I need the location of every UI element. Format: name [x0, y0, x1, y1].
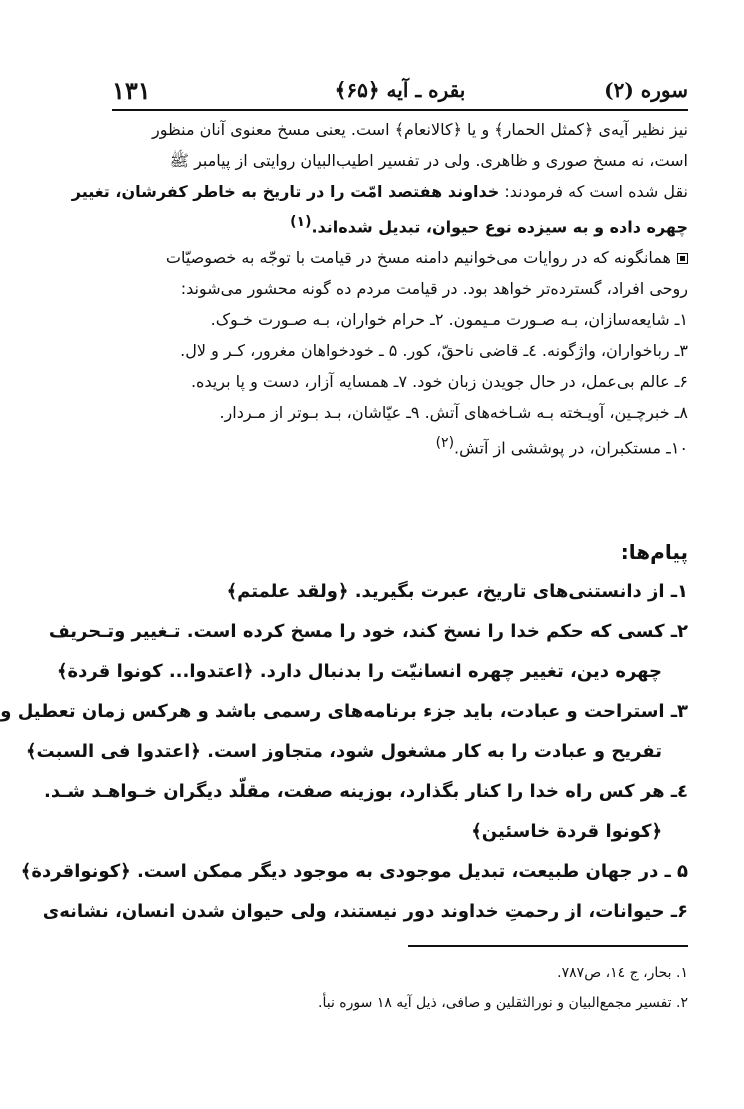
- page-header: [112, 72, 688, 112]
- body-line: [112, 207, 688, 242]
- commentary-body: [71, 114, 688, 464]
- body-line: ۸ـ خبرچـین، آویـخته بـه شـاخه‌های آتش. ۹ـ عیّاشان، بـد بـوتر از مـردار.: [219, 403, 688, 423]
- message-item: ۲ـ کسی که حکم خدا را نسخ کند، خود را مسخ کرده است. تـغییر وتـحریف: [48, 621, 688, 642]
- body-line: [112, 242, 688, 273]
- body-line: [112, 428, 688, 463]
- message-item: ۶ـ حیوانات، از رحمتِ خداوند دور نیستند، ولی حیوان شدن انسان، نشانه‌ی: [42, 901, 688, 922]
- square-bullet-icon: [677, 253, 688, 264]
- hadith-quote-end: چهره داده و به سیزده نوع حیوان، تبدیل شده‌اند.: [311, 217, 688, 237]
- body-line-part: نقل شده است که فرمودند:: [499, 182, 688, 201]
- footnote: ۲. تفسیر مجمع‌البیان و نورالثقلین و صافی، ذیل آیه ۱۸ سوره نبأ.: [318, 995, 688, 1011]
- footnote-ref: (۱): [290, 214, 312, 230]
- footnotes: [112, 958, 688, 1018]
- message-item: ٤ـ هر کس راه خدا را کنار بگذارد، بوزینه صفت، مقلّد دیگران خـواهـد شـد.: [43, 781, 688, 802]
- footnote-divider: [408, 945, 688, 947]
- message-item: ۱ـ از دانستنی‌های تاریخ، عبرت بگیرید. ﴿ولقد علمتم﴾: [226, 581, 688, 602]
- message-item: ۵ ـ در جهان طبیعت، تبدیل موجودی به موجود دیگر ممکن است. ﴿کونواقردة﴾: [20, 861, 688, 882]
- body-line: ۶ـ عالم بی‌عمل، در حال جویدن زبان خود. ۷ـ همسایه آزار، دست و پا بریده.: [190, 372, 688, 392]
- body-line: است، نه مسخ صوری و ظاهری. ولی در تفسیر اطیب‌البیان روایتی از پیامبر ﷺ: [169, 151, 688, 170]
- body-line: ۱ـ شایعه‌سازان، بـه صـورت مـیمون. ۲ـ حرام خواران، بـه صـورت خـوک.: [210, 310, 688, 330]
- hadith-quote: خداوند هفتصد امّت را در تاریخ به خاطر کفرشان، تغییر: [71, 182, 500, 201]
- message-item: ۳ـ استراحت و عبادت، باید جزء برنامه‌های رسمی باشد و هرکس زمان تعطیل و: [0, 701, 688, 722]
- body-line-part: همانگونه که در روایات می‌خوانیم دامنه مسخ در قیامت با توجّه به خصوصیّات: [165, 248, 671, 268]
- body-line: [71, 176, 688, 207]
- surah-title: سوره (۲): [604, 78, 688, 102]
- messages-title: پیام‌ها:: [620, 540, 688, 564]
- body-line: ۳ـ رباخواران، واژگونه. ٤ـ قاضی ناحقّ، کور. ۵ ـ خودخواهان مغرور، کـر و لال.: [180, 341, 688, 361]
- page-number: ۱۳۱: [112, 76, 151, 105]
- verse-title: بقره ـ آیه ﴿۶۵﴾: [334, 78, 466, 102]
- header-divider: [112, 109, 688, 111]
- body-line-part: ۱۰ـ مستکبران، در پوششی از آتش.: [454, 438, 688, 458]
- body-line: نیز نظیر آیه‌ی ﴿کمثل الحمار﴾ و یا ﴿کالانعام﴾ است. یعنی مسخ معنوی آنان منظور: [152, 120, 688, 139]
- message-item-cont: ﴿کونوا قردة خاسئین﴾: [471, 821, 662, 842]
- footnote-ref: (۲): [435, 435, 455, 452]
- message-item-cont: چهره دین، تغییر چهره انسانیّت را بدنبال دارد. ﴿اعتدوا... کونوا قردة﴾: [56, 661, 662, 682]
- body-line: روحی افراد، گسترده‌تر خواهد بود. در قیامت مردم ده گونه محشور می‌شوند:: [180, 279, 688, 299]
- messages-section: [0, 532, 688, 932]
- message-item-cont: تفریح و عبادت را به کار مشغول شود، متجاوز است. ﴿اعتدوا فی السبت﴾: [26, 741, 662, 762]
- footnote: ۱. بحار، ج ۱٤، ص۷۸۷.: [557, 965, 688, 981]
